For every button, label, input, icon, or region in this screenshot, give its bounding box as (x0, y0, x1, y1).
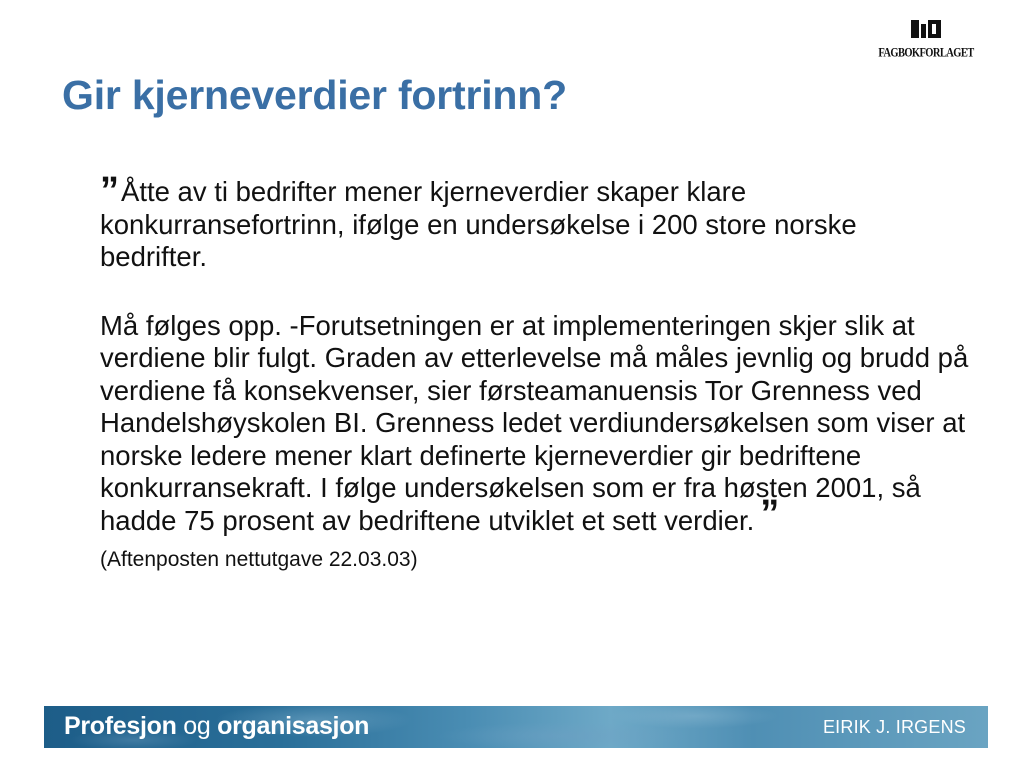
quote-paragraph-2 (100, 310, 970, 538)
book-title-word-2: og (183, 712, 211, 740)
book-logo-icon (911, 20, 941, 38)
book-title (64, 712, 369, 741)
quote-body (100, 170, 970, 573)
close-quote-mark: ” (760, 492, 780, 535)
paragraph-1-text: Åtte av ti bedrifter mener kjerneverdier skaper klare konkurransefortrinn, ifølge en undersøkelse i 200 store norske bedrifter. (100, 176, 857, 272)
slide-title: Gir kjerneverdier fortrinn? (62, 72, 567, 118)
author-name: EIRIK J. IRGENS (822, 717, 966, 737)
quote-source: (Aftenposten nettutgave 22.03.03) (100, 548, 418, 571)
book-title-word-1: Profesjon (64, 712, 177, 740)
publisher-logo (876, 20, 976, 66)
footer-banner (44, 706, 988, 748)
quote-paragraph-1 (100, 170, 970, 274)
paragraph-2-text: Må følges opp. -Forutsetningen er at implementeringen skjer slik at verdiene blir fulgt. Graden av etterlevelse må måles jevnlig og brudd på verdiene få konsekvenser, sier førsteamanuensis Tor Grenness ved Handelshøyskolen BI. Grenness ledet verdiundersøkelsen som viser at norske ledere mener klart definerte kjerneverdier gir bedriftene konkurransekraft. I følge undersøkelsen som er fra høsten 2001, så hadde 75 prosent av bedriftene utviklet et sett verdier. (100, 309, 969, 536)
book-title-word-3: organisasjon (217, 712, 370, 740)
open-quote-mark: ” (100, 170, 119, 212)
publisher-name: FAGBOKFORLAGET (878, 47, 974, 60)
